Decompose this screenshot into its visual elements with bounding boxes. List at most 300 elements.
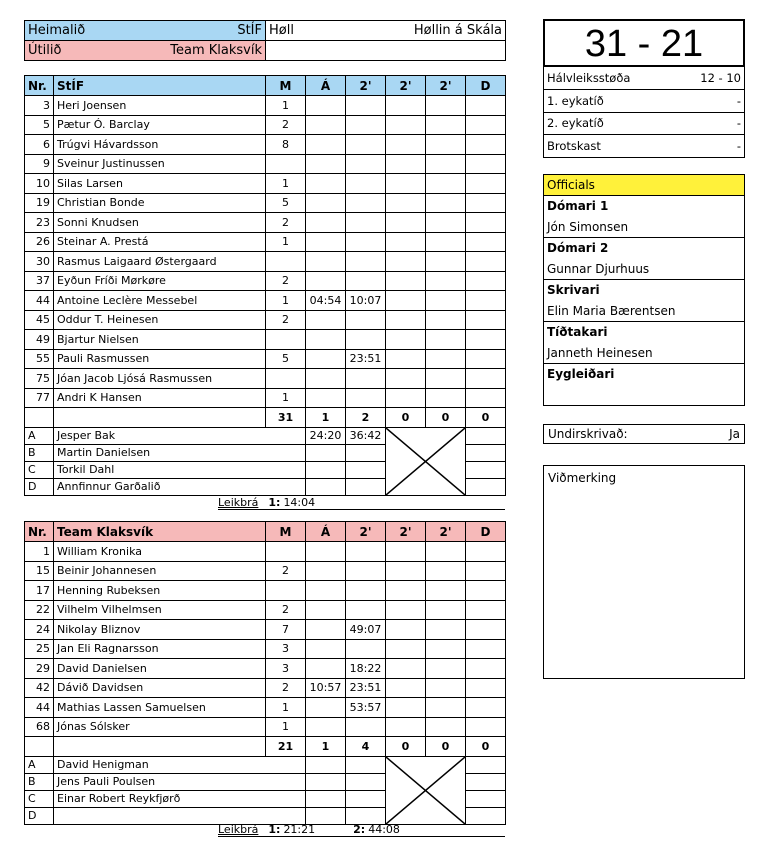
player-s1 bbox=[346, 115, 386, 135]
total-s3: 0 bbox=[426, 408, 466, 428]
player-m: 7 bbox=[266, 620, 306, 640]
official-name: Gunnar Djurhuus bbox=[544, 259, 745, 280]
col-nr-header: Nr. bbox=[25, 522, 54, 542]
team-official-d bbox=[466, 790, 506, 807]
player-s1 bbox=[346, 232, 386, 252]
player-s2 bbox=[386, 213, 426, 233]
player-a: 10:57 bbox=[306, 678, 346, 698]
team-official-d bbox=[466, 773, 506, 790]
player-s1 bbox=[346, 271, 386, 291]
player-s1 bbox=[346, 581, 386, 601]
team-official-2min: 36:42 bbox=[346, 427, 386, 444]
score-box bbox=[543, 19, 745, 158]
player-a bbox=[306, 349, 346, 369]
player-s2 bbox=[386, 600, 426, 620]
remark-label: Viðmerking bbox=[548, 471, 617, 485]
team-official-name: Annfinnur Garðalið bbox=[54, 478, 306, 495]
officials-table bbox=[543, 174, 745, 406]
venue-cell bbox=[266, 21, 506, 41]
team-official-code: A bbox=[25, 756, 54, 773]
player-m bbox=[266, 154, 306, 174]
player-s1 bbox=[346, 639, 386, 659]
player-row bbox=[25, 717, 506, 737]
player-row bbox=[25, 291, 506, 311]
official-role-row bbox=[544, 322, 745, 343]
player-a: 04:54 bbox=[306, 291, 346, 311]
player-s3 bbox=[426, 135, 466, 155]
player-s1 bbox=[346, 717, 386, 737]
player-a bbox=[306, 154, 346, 174]
player-s2 bbox=[386, 310, 426, 330]
player-name: David Danielsen bbox=[54, 659, 266, 679]
player-name: Eyðun Fríði Mørkøre bbox=[54, 271, 266, 291]
crossed-out-area bbox=[386, 427, 466, 495]
player-a bbox=[306, 561, 346, 581]
player-number: 9 bbox=[25, 154, 54, 174]
player-d bbox=[466, 291, 506, 311]
halftime-label: Hálvleiksstøða bbox=[547, 71, 631, 85]
player-s2 bbox=[386, 96, 426, 116]
player-s3 bbox=[426, 193, 466, 213]
player-d bbox=[466, 639, 506, 659]
player-s1 bbox=[346, 388, 386, 408]
player-a bbox=[306, 581, 346, 601]
team-name-header: Team Klaksvík bbox=[54, 522, 266, 542]
player-row bbox=[25, 678, 506, 698]
officials-box bbox=[543, 174, 745, 406]
player-m bbox=[266, 581, 306, 601]
player-s1 bbox=[346, 542, 386, 562]
official-name-row bbox=[544, 301, 745, 322]
extra1-value: - bbox=[736, 93, 741, 108]
player-name: Heri Joensen bbox=[54, 96, 266, 116]
player-s3 bbox=[426, 115, 466, 135]
player-s2 bbox=[386, 232, 426, 252]
team-official-name bbox=[54, 807, 306, 824]
player-name: Beinir Johannesen bbox=[54, 561, 266, 581]
team-official-a bbox=[306, 790, 346, 807]
player-d bbox=[466, 271, 506, 291]
player-s1: 18:22 bbox=[346, 659, 386, 679]
totals-row bbox=[25, 737, 506, 757]
team-official-code: C bbox=[25, 790, 54, 807]
player-s1 bbox=[346, 154, 386, 174]
player-name: Henning Rubeksen bbox=[54, 581, 266, 601]
player-s1 bbox=[346, 330, 386, 350]
official-role: Eygleiðari bbox=[544, 364, 745, 385]
player-m: 2 bbox=[266, 678, 306, 698]
player-s3 bbox=[426, 174, 466, 194]
team-official-row bbox=[25, 756, 506, 773]
col-s2-header: 2' bbox=[386, 522, 426, 542]
totals-row bbox=[25, 408, 506, 428]
team-official-2min bbox=[346, 444, 386, 461]
player-name: Rasmus Laigaard Østergaard bbox=[54, 252, 266, 272]
player-s1 bbox=[346, 252, 386, 272]
player-d bbox=[466, 154, 506, 174]
player-s3 bbox=[426, 349, 466, 369]
team-official-a bbox=[306, 478, 346, 495]
player-m: 1 bbox=[266, 174, 306, 194]
home-team-name: StÍF bbox=[237, 23, 262, 38]
player-row bbox=[25, 135, 506, 155]
player-number: 1 bbox=[25, 542, 54, 562]
player-number: 45 bbox=[25, 310, 54, 330]
player-s2 bbox=[386, 388, 426, 408]
player-m: 1 bbox=[266, 96, 306, 116]
player-s2 bbox=[386, 330, 426, 350]
team-official-name: Einar Robert Reykfjørð bbox=[54, 790, 306, 807]
signed-value: Ja bbox=[729, 427, 740, 441]
total-m: 21 bbox=[266, 737, 306, 757]
player-a bbox=[306, 600, 346, 620]
player-s3 bbox=[426, 369, 466, 389]
player-name: Christian Bonde bbox=[54, 193, 266, 213]
team-official-2min bbox=[346, 478, 386, 495]
player-s3 bbox=[426, 96, 466, 116]
official-role-row bbox=[544, 196, 745, 217]
official-name-row bbox=[544, 343, 745, 364]
official-role: Skrivari bbox=[544, 280, 745, 301]
player-s1 bbox=[346, 561, 386, 581]
official-name: Jón Simonsen bbox=[544, 217, 745, 238]
penalties-row bbox=[544, 135, 745, 158]
team-official-a bbox=[306, 756, 346, 773]
player-name: Sonni Knudsen bbox=[54, 213, 266, 233]
team-official-name: Jens Pauli Poulsen bbox=[54, 773, 306, 790]
player-m: 1 bbox=[266, 291, 306, 311]
team-official-2min bbox=[346, 461, 386, 478]
player-s2 bbox=[386, 620, 426, 640]
roster-header-row bbox=[25, 522, 506, 542]
team-official-code: C bbox=[25, 461, 54, 478]
home-timeouts bbox=[218, 496, 505, 510]
team-official-2min bbox=[346, 756, 386, 773]
player-number: 10 bbox=[25, 174, 54, 194]
halftime-value: 12 - 10 bbox=[700, 71, 741, 85]
player-d bbox=[466, 115, 506, 135]
player-name: Jóan Jacob Ljósá Rasmussen bbox=[54, 369, 266, 389]
timeouts-label: Leikbrá bbox=[218, 496, 259, 509]
col-s1-header: 2' bbox=[346, 522, 386, 542]
player-s2 bbox=[386, 542, 426, 562]
player-number: 3 bbox=[25, 96, 54, 116]
player-row bbox=[25, 388, 506, 408]
player-m: 3 bbox=[266, 659, 306, 679]
total-s1: 4 bbox=[346, 737, 386, 757]
player-number: 37 bbox=[25, 271, 54, 291]
col-nr-header: Nr. bbox=[25, 76, 54, 96]
official-role-row bbox=[544, 238, 745, 259]
player-s1 bbox=[346, 174, 386, 194]
player-number: 19 bbox=[25, 193, 54, 213]
player-row bbox=[25, 193, 506, 213]
team-official-name: David Henigman bbox=[54, 756, 306, 773]
player-d bbox=[466, 698, 506, 718]
player-s2 bbox=[386, 154, 426, 174]
player-m: 5 bbox=[266, 193, 306, 213]
official-role: Dómari 2 bbox=[544, 238, 745, 259]
player-s2 bbox=[386, 369, 426, 389]
player-name: Jónas Sólsker bbox=[54, 717, 266, 737]
player-d bbox=[466, 135, 506, 155]
player-d bbox=[466, 232, 506, 252]
player-s1 bbox=[346, 310, 386, 330]
col-a-header: Á bbox=[306, 76, 346, 96]
player-name: Nikolay Bliznov bbox=[54, 620, 266, 640]
official-role: Tíðtakari bbox=[544, 322, 745, 343]
player-number: 49 bbox=[25, 330, 54, 350]
player-row bbox=[25, 600, 506, 620]
player-s2 bbox=[386, 581, 426, 601]
player-row bbox=[25, 232, 506, 252]
col-s3-header: 2' bbox=[426, 76, 466, 96]
player-row bbox=[25, 310, 506, 330]
player-s3 bbox=[426, 213, 466, 233]
player-row bbox=[25, 581, 506, 601]
official-name: Elin Maria Bærentsen bbox=[544, 301, 745, 322]
player-row bbox=[25, 542, 506, 562]
player-a bbox=[306, 193, 346, 213]
player-name: Andri K Hansen bbox=[54, 388, 266, 408]
player-name: Silas Larsen bbox=[54, 174, 266, 194]
player-name: Bjartur Nielsen bbox=[54, 330, 266, 350]
player-m bbox=[266, 330, 306, 350]
team-official-2min bbox=[346, 773, 386, 790]
player-name: Steinar A. Prestá bbox=[54, 232, 266, 252]
player-s2 bbox=[386, 193, 426, 213]
player-s2 bbox=[386, 291, 426, 311]
player-s3 bbox=[426, 600, 466, 620]
player-s1 bbox=[346, 369, 386, 389]
player-a bbox=[306, 717, 346, 737]
team-name-header: StÍF bbox=[54, 76, 266, 96]
empty-info-cell bbox=[266, 41, 506, 61]
player-s1: 10:07 bbox=[346, 291, 386, 311]
col-d-header: D bbox=[466, 76, 506, 96]
team-official-d bbox=[466, 427, 506, 444]
player-number: 29 bbox=[25, 659, 54, 679]
venue-name: Høllin á Skála bbox=[413, 23, 502, 38]
player-s3 bbox=[426, 717, 466, 737]
player-d bbox=[466, 620, 506, 640]
player-a bbox=[306, 135, 346, 155]
away-team-name: Team Klaksvík bbox=[170, 43, 262, 58]
player-d bbox=[466, 678, 506, 698]
player-s3 bbox=[426, 310, 466, 330]
crossed-out-area bbox=[386, 756, 466, 824]
player-d bbox=[466, 542, 506, 562]
col-a-header: Á bbox=[306, 522, 346, 542]
player-m: 2 bbox=[266, 115, 306, 135]
player-s1: 23:51 bbox=[346, 678, 386, 698]
player-a bbox=[306, 639, 346, 659]
player-s3 bbox=[426, 330, 466, 350]
player-row bbox=[25, 271, 506, 291]
total-s3: 0 bbox=[426, 737, 466, 757]
away-team-cell bbox=[25, 41, 266, 61]
signed-label: Undirskrivað: bbox=[548, 427, 628, 441]
extra1-label: 1. eykatíð bbox=[547, 93, 604, 108]
player-d bbox=[466, 252, 506, 272]
team-official-name: Torkil Dahl bbox=[54, 461, 306, 478]
player-s3 bbox=[426, 561, 466, 581]
player-d bbox=[466, 388, 506, 408]
player-m: 2 bbox=[266, 213, 306, 233]
player-d bbox=[466, 600, 506, 620]
totals-label-blank bbox=[54, 737, 266, 757]
player-m: 5 bbox=[266, 349, 306, 369]
player-row bbox=[25, 115, 506, 135]
player-s3 bbox=[426, 154, 466, 174]
player-d bbox=[466, 213, 506, 233]
team-official-a bbox=[306, 807, 346, 824]
player-name: Mathias Lassen Samuelsen bbox=[54, 698, 266, 718]
player-m: 1 bbox=[266, 717, 306, 737]
player-m: 3 bbox=[266, 639, 306, 659]
player-d bbox=[466, 330, 506, 350]
player-name: Trúgvi Hávardsson bbox=[54, 135, 266, 155]
player-s3 bbox=[426, 291, 466, 311]
away-timeouts bbox=[218, 823, 505, 837]
player-a bbox=[306, 369, 346, 389]
team-official-row bbox=[25, 427, 506, 444]
penalties-value: - bbox=[736, 138, 741, 153]
timeout-time: 14:04 bbox=[283, 496, 316, 509]
match-info-table bbox=[24, 20, 506, 61]
player-d bbox=[466, 659, 506, 679]
official-name-row bbox=[544, 385, 745, 406]
cross-mark-icon bbox=[386, 428, 465, 495]
player-m: 1 bbox=[266, 698, 306, 718]
remark-box bbox=[543, 465, 745, 679]
official-name-row bbox=[544, 259, 745, 280]
player-a bbox=[306, 252, 346, 272]
home-roster-table bbox=[24, 75, 506, 496]
player-number: 17 bbox=[25, 581, 54, 601]
player-number: 55 bbox=[25, 349, 54, 369]
team-official-code: B bbox=[25, 444, 54, 461]
player-s3 bbox=[426, 252, 466, 272]
player-number: 30 bbox=[25, 252, 54, 272]
player-a bbox=[306, 698, 346, 718]
score-details bbox=[543, 67, 745, 158]
col-m-header: M bbox=[266, 76, 306, 96]
team-official-d bbox=[466, 756, 506, 773]
official-role: Dómari 1 bbox=[544, 196, 745, 217]
player-s1: 23:51 bbox=[346, 349, 386, 369]
team-official-a: 24:20 bbox=[306, 427, 346, 444]
player-s3 bbox=[426, 232, 466, 252]
home-team-cell bbox=[25, 21, 266, 41]
official-role-row bbox=[544, 280, 745, 301]
penalties-label: Brotskast bbox=[547, 138, 601, 153]
player-s2 bbox=[386, 678, 426, 698]
player-s3 bbox=[426, 639, 466, 659]
player-number: 22 bbox=[25, 600, 54, 620]
player-m: 1 bbox=[266, 232, 306, 252]
player-m bbox=[266, 369, 306, 389]
player-row bbox=[25, 369, 506, 389]
total-s2: 0 bbox=[386, 737, 426, 757]
player-m bbox=[266, 542, 306, 562]
player-s3 bbox=[426, 581, 466, 601]
player-s2 bbox=[386, 639, 426, 659]
player-s3 bbox=[426, 388, 466, 408]
halftime-row bbox=[544, 67, 745, 90]
extra2-label: 2. eykatíð bbox=[547, 116, 604, 131]
player-s3 bbox=[426, 698, 466, 718]
player-number: 6 bbox=[25, 135, 54, 155]
player-s1: 49:07 bbox=[346, 620, 386, 640]
player-a bbox=[306, 232, 346, 252]
player-s1 bbox=[346, 600, 386, 620]
player-number: 24 bbox=[25, 620, 54, 640]
player-row bbox=[25, 561, 506, 581]
player-number: 44 bbox=[25, 698, 54, 718]
col-s2-header: 2' bbox=[386, 76, 426, 96]
player-s2 bbox=[386, 271, 426, 291]
player-number: 15 bbox=[25, 561, 54, 581]
team-official-a bbox=[306, 461, 346, 478]
player-s2 bbox=[386, 717, 426, 737]
player-row bbox=[25, 349, 506, 369]
player-d bbox=[466, 561, 506, 581]
official-name-row bbox=[544, 217, 745, 238]
roster-header-row bbox=[25, 76, 506, 96]
player-d bbox=[466, 717, 506, 737]
player-s2 bbox=[386, 659, 426, 679]
totals-blank bbox=[25, 408, 54, 428]
player-a bbox=[306, 310, 346, 330]
player-d bbox=[466, 96, 506, 116]
player-d bbox=[466, 581, 506, 601]
total-s2: 0 bbox=[386, 408, 426, 428]
signed-box bbox=[543, 424, 745, 444]
team-official-code: D bbox=[25, 807, 54, 824]
col-m-header: M bbox=[266, 522, 306, 542]
player-m: 1 bbox=[266, 388, 306, 408]
player-a bbox=[306, 330, 346, 350]
player-name: Jan Eli Ragnarsson bbox=[54, 639, 266, 659]
player-s3 bbox=[426, 542, 466, 562]
player-a bbox=[306, 620, 346, 640]
official-role-row bbox=[544, 364, 745, 385]
timeout-number: 2: bbox=[353, 823, 366, 836]
player-s2 bbox=[386, 115, 426, 135]
player-s2 bbox=[386, 174, 426, 194]
player-number: 44 bbox=[25, 291, 54, 311]
player-row bbox=[25, 698, 506, 718]
official-name: Janneth Heinesen bbox=[544, 343, 745, 364]
total-a: 1 bbox=[306, 737, 346, 757]
team-official-2min bbox=[346, 807, 386, 824]
extra2-row bbox=[544, 112, 745, 135]
player-row bbox=[25, 659, 506, 679]
total-a: 1 bbox=[306, 408, 346, 428]
total-m: 31 bbox=[266, 408, 306, 428]
player-m: 2 bbox=[266, 600, 306, 620]
player-name: Oddur T. Heinesen bbox=[54, 310, 266, 330]
player-a bbox=[306, 388, 346, 408]
player-row bbox=[25, 639, 506, 659]
player-s3 bbox=[426, 659, 466, 679]
team-official-code: A bbox=[25, 427, 54, 444]
col-d-header: D bbox=[466, 522, 506, 542]
extra1-row bbox=[544, 90, 745, 113]
team-official-d bbox=[466, 807, 506, 824]
player-m: 8 bbox=[266, 135, 306, 155]
